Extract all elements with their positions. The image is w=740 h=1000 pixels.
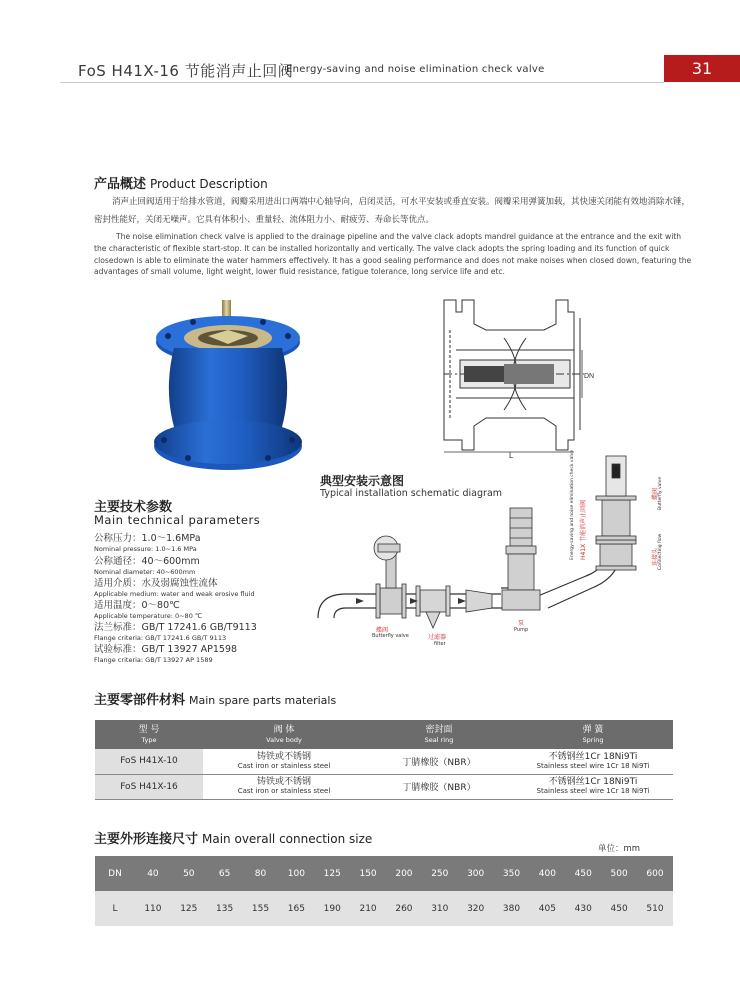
label-butterfly2-en: Butterfly valve bbox=[658, 476, 663, 510]
valve-product-image bbox=[148, 300, 318, 472]
document-subtitle: Energy-saving and noise elimination check valve bbox=[286, 64, 545, 75]
label-filter-en: filter bbox=[434, 641, 446, 647]
l-cell: 210 bbox=[350, 891, 386, 926]
param-diameter bbox=[94, 556, 200, 577]
param-en: Applicable medium: water and weak erosive fluid bbox=[94, 590, 255, 598]
document-title: FoS H41X-16 节能消声止回阀 bbox=[78, 62, 294, 80]
label-pump-en: Pump bbox=[514, 627, 529, 633]
param-en: Nominal diameter: 40~600mm bbox=[94, 568, 196, 576]
sizes-heading bbox=[94, 828, 372, 847]
description-cn-line1: 消声止回阀适用于给排水管道，阀瓣采用进出口两端中心轴导向，启闭灵活，可水平安装或垂直安装。阀瓣采用弹簧加载，其快速关闭能有效地消除水锤， bbox=[112, 197, 691, 207]
dn-cell: 200 bbox=[386, 856, 422, 891]
valve-section-drawing bbox=[434, 290, 594, 458]
description-en: The noise elimination check valve is applied to the drainage pipeline and the valve clack adopts mandrel guidance at the entrance and the exit with the characteristic of flexible start-stop. It can be installed horizontally and vertically. The valve clack adopts the spring loading and its function of quick closedown is able to eliminate the water hammers effectively. It has a good sealing performance and does not make noises when closed down, featuring the advantages of small volume, light weight, lower fluid resistance, fatigue tolerance, long service life and etc. bbox=[94, 232, 692, 277]
sizes-title-en: Main overall connection size bbox=[202, 832, 373, 846]
table-row bbox=[95, 774, 673, 799]
dn-cell: 65 bbox=[207, 856, 243, 891]
dn-cell: 300 bbox=[458, 856, 494, 891]
installation-title-cn: 典型安装示意图 bbox=[320, 474, 405, 488]
description-heading bbox=[94, 173, 268, 192]
col-spring: 弹 簧 Spring bbox=[513, 720, 673, 749]
materials-title-cn: 主要零部件材料 bbox=[94, 693, 186, 708]
cell-body: 铸铁或不锈钢 Cast iron or stainless steel bbox=[203, 774, 365, 799]
dn-cell: 350 bbox=[494, 856, 530, 891]
dn-cell: 600 bbox=[637, 856, 673, 891]
l-cell: 320 bbox=[458, 891, 494, 926]
l-cell: 155 bbox=[243, 891, 279, 926]
installation-diagram bbox=[316, 448, 680, 658]
installation-title-en: Typical installation schematic diagram bbox=[320, 488, 503, 499]
l-row-label: L bbox=[95, 891, 135, 926]
table-header-row bbox=[95, 720, 673, 749]
dim-l-label: L bbox=[509, 451, 514, 458]
materials-heading bbox=[94, 689, 336, 708]
dn-cell: 500 bbox=[601, 856, 637, 891]
param-test bbox=[94, 644, 237, 665]
dn-cell: 50 bbox=[171, 856, 207, 891]
param-cn: 试验标准：GB/T 13927 AP1598 bbox=[94, 644, 238, 655]
cell-type: FoS H41X-16 bbox=[95, 774, 203, 799]
dn-cell: 450 bbox=[565, 856, 601, 891]
l-cell: 190 bbox=[314, 891, 350, 926]
description-title-cn: 产品概述 bbox=[94, 177, 147, 192]
param-cn: 适用温度：0～80℃ bbox=[94, 600, 180, 611]
dn-cell: 250 bbox=[422, 856, 458, 891]
param-pressure bbox=[94, 533, 201, 554]
cell-seal: 丁腈橡胶（NBR） bbox=[365, 749, 513, 774]
dim-dn-label: DN bbox=[584, 373, 594, 380]
param-cn: 公称压力：1.0～1.6MPa bbox=[94, 533, 201, 544]
cell-spring: 不锈钢丝1Cr 18Ni9Ti Stainless steel wire 1Cr 18 Ni9Ti bbox=[513, 774, 673, 799]
dn-row bbox=[95, 856, 673, 891]
label-butterfly-en: Butterfly valve bbox=[372, 633, 409, 639]
param-en: Flange criteria: GB/T 13927 AP 1589 bbox=[94, 656, 213, 664]
cell-body: 铸铁或不锈钢 Cast iron or stainless steel bbox=[203, 749, 365, 774]
param-en: Applicable temperature: 0~80 ℃ bbox=[94, 612, 203, 620]
label-check-valve-en: Energy-saving and noise elimination check valve bbox=[570, 449, 575, 560]
l-cell: 510 bbox=[637, 891, 673, 926]
cell-spring: 不锈钢丝1Cr 18Ni9Ti Stainless steel wire 1Cr 18 Ni9Ti bbox=[513, 749, 673, 774]
dn-row-label: DN bbox=[95, 856, 135, 891]
l-cell: 430 bbox=[565, 891, 601, 926]
param-temperature bbox=[94, 600, 202, 621]
param-cn: 法兰标准：GB/T 17241.6 GB/T9113 bbox=[94, 622, 257, 633]
param-medium bbox=[94, 578, 255, 599]
dn-cell: 100 bbox=[278, 856, 314, 891]
param-flange bbox=[94, 622, 257, 643]
l-cell: 380 bbox=[494, 891, 530, 926]
col-type: 型 号 Type bbox=[95, 720, 203, 749]
dn-cell: 80 bbox=[243, 856, 279, 891]
unit-label: 单位：mm bbox=[598, 844, 641, 854]
sizes-title-cn: 主要外形连接尺寸 bbox=[94, 832, 199, 847]
materials-table bbox=[95, 720, 673, 800]
col-body: 阀 体 Valve body bbox=[203, 720, 365, 749]
cell-seal: 丁腈橡胶（NBR） bbox=[365, 774, 513, 799]
label-butterfly2-cn: 蝶阀 bbox=[652, 487, 659, 500]
page-number: 31 bbox=[664, 55, 740, 82]
label-connector-en: Connecting flow bbox=[658, 533, 663, 570]
description-cn-line2: 密封性能好，关闭无噪声。它具有体积小、重量轻、流体阻力小、耐疲劳、寿命长等优点。 bbox=[94, 215, 435, 225]
dn-cell: 150 bbox=[350, 856, 386, 891]
param-en: Flange criteria: GB/T 17241.6 GB/T 9113 bbox=[94, 634, 227, 642]
param-cn: 公称通径：40～600mm bbox=[94, 556, 200, 567]
col-seal: 密封面 Seal ring bbox=[365, 720, 513, 749]
l-row bbox=[95, 891, 673, 926]
table-row bbox=[95, 749, 673, 774]
header-rule bbox=[60, 82, 664, 83]
technical-title-cn: 主要技术参数 bbox=[94, 500, 173, 515]
label-filter-cn: 过滤器 bbox=[428, 634, 447, 641]
label-connector-cn: 连接头 bbox=[652, 547, 659, 566]
l-cell: 135 bbox=[207, 891, 243, 926]
l-cell: 165 bbox=[278, 891, 314, 926]
l-cell: 450 bbox=[601, 891, 637, 926]
dn-cell: 40 bbox=[135, 856, 171, 891]
label-pump-cn: 泵 bbox=[518, 620, 525, 627]
cell-type: FoS H41X-10 bbox=[95, 749, 203, 774]
param-cn: 适用介质：水及弱腐蚀性流体 bbox=[94, 578, 218, 589]
description-title-en: Product Description bbox=[150, 177, 268, 191]
l-cell: 310 bbox=[422, 891, 458, 926]
l-cell: 125 bbox=[171, 891, 207, 926]
param-en: Nominal pressure: 1.0~1.6 MPa bbox=[94, 545, 197, 553]
l-cell: 110 bbox=[135, 891, 171, 926]
technical-title-en: Main technical parameters bbox=[94, 513, 261, 527]
l-cell: 260 bbox=[386, 891, 422, 926]
label-check-valve-cn: H41X 节能消声止回阀 bbox=[580, 499, 587, 560]
dn-cell: 400 bbox=[529, 856, 565, 891]
materials-title-en: Main spare parts materials bbox=[189, 694, 337, 707]
l-cell: 405 bbox=[529, 891, 565, 926]
size-table bbox=[95, 856, 673, 926]
dn-cell: 125 bbox=[314, 856, 350, 891]
label-butterfly-cn: 蝶阀 bbox=[376, 627, 389, 634]
